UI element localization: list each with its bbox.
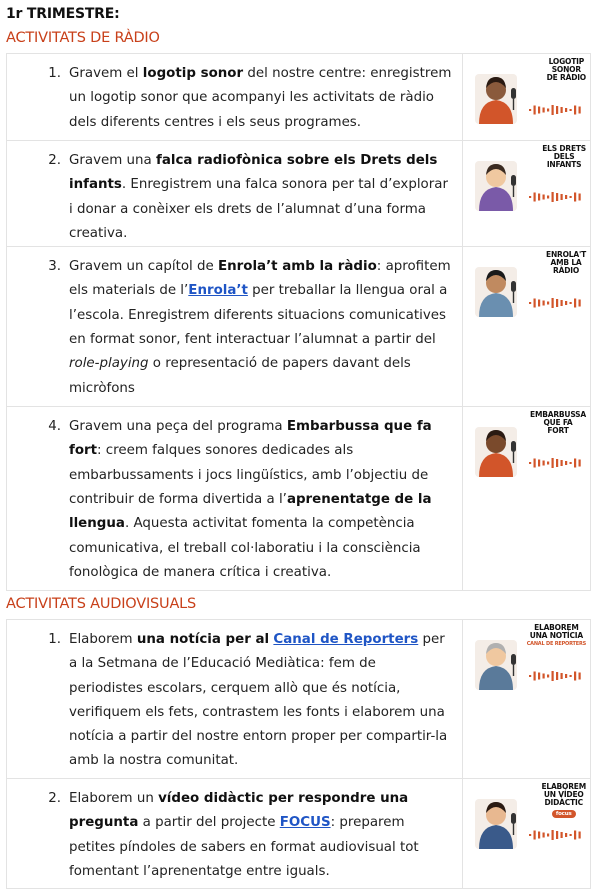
text-run: per treballar la llengua oral a l’escola. Enregistrem diferents situacions comunicatives en format sonor, fent interactuar l’alumnat a partir del	[69, 283, 448, 348]
sound-wave-bar	[538, 832, 540, 839]
emphasis-text: Embarbussa que fa fort	[69, 419, 432, 459]
activity-tag-line: AMB LA	[550, 258, 582, 268]
sound-wave-bar	[538, 107, 540, 114]
sound-wave-bar	[560, 460, 562, 466]
sound-wave-bar	[556, 193, 558, 201]
activity-tag-line: INFANTS	[546, 160, 582, 169]
text-run: Elaborem un	[69, 791, 159, 806]
microphone-icon	[511, 175, 516, 186]
text-run: o representació de papers davant dels micròfons	[69, 356, 411, 396]
microphone-icon	[511, 441, 516, 452]
text-run: a partir del projecte	[138, 815, 280, 831]
item-number: 3.	[48, 259, 61, 275]
inline-link[interactable]: Canal de Reporters	[273, 632, 419, 647]
sound-wave-bar	[569, 302, 571, 304]
sound-wave-bar	[560, 194, 562, 200]
text-run: Gravem una peça del programa	[69, 419, 287, 435]
item-text	[69, 415, 454, 585]
sound-wave-bar	[551, 105, 553, 115]
activity-tag-line: DIDÀCTIC	[544, 798, 583, 807]
sound-wave-bar	[578, 460, 580, 467]
sound-wave-bar	[578, 832, 580, 839]
sound-wave-bar	[529, 196, 531, 198]
sound-wave-bar	[565, 674, 567, 678]
activity-tag-line: FORT	[547, 426, 569, 436]
sound-wave-bar	[569, 462, 571, 464]
item-number: 2.	[48, 153, 61, 168]
table-row	[7, 247, 591, 407]
list-item	[15, 415, 454, 585]
sound-wave-bar	[569, 109, 571, 111]
activity-tag-line: DE RÀDIO	[546, 73, 586, 82]
emphasis-text: logotip sonor	[142, 66, 244, 81]
list-item	[15, 628, 454, 774]
sound-wave-bar	[569, 675, 571, 677]
activity-tag	[547, 58, 586, 82]
activity-tag-subtitle: CANAL DE REPORTERS	[526, 641, 586, 647]
sound-wave-bar	[547, 196, 549, 199]
activity-tag	[527, 624, 586, 648]
sound-wave-bar	[565, 195, 567, 199]
activity-illustration	[462, 779, 590, 889]
activity-illustration	[462, 407, 590, 591]
emphasis-text: vídeo didàctic per respondre una pregunta	[69, 791, 409, 831]
text-run: : creem falques sonores dedicades als embarbussaments i jocs lingüístics, amb l’objectiu de contribuir de forma divertida a l’	[69, 443, 429, 508]
activity-tag-line: ELABOREM	[534, 623, 579, 632]
activity-tag-line: LOGOTIP	[548, 57, 585, 66]
sound-wave-bar	[565, 108, 567, 112]
table-row	[7, 620, 591, 779]
sound-wave-bar	[529, 675, 531, 677]
sound-wave-bar	[565, 461, 567, 465]
list-item	[15, 255, 454, 401]
sound-wave-bar	[547, 675, 549, 678]
activity-tag	[546, 251, 586, 275]
microphone-icon	[511, 88, 516, 99]
sound-wave-bar	[547, 109, 549, 112]
sound-wave-bar	[542, 674, 544, 679]
activity-tag-line: ELS DRETS	[542, 144, 586, 153]
sound-wave-bar	[556, 299, 558, 307]
activity-tag-line: ELABOREM	[541, 782, 586, 791]
text-run: del nostre centre: enregistrem un logotip sonor que acompanyi les activitats de ràdio dels diferents centres i els seus programes.	[69, 66, 452, 130]
sound-wave-bar	[538, 194, 540, 201]
sound-wave-bar	[560, 107, 562, 113]
sound-wave-bar	[578, 300, 580, 307]
item-number: 1.	[48, 632, 61, 647]
activity-tag	[530, 411, 586, 435]
italic-text: role-playing	[69, 356, 149, 372]
sound-wave-bar	[538, 460, 540, 467]
text-run: Gravem el	[69, 66, 143, 81]
sound-wave-bar	[556, 459, 558, 467]
section-heading-radio: ACTIVITATS DE RÀDIO	[6, 30, 160, 46]
sound-wave-bar	[556, 831, 558, 839]
emphasis-text: aprenentatge de la llengua	[69, 492, 432, 532]
sound-wave-bar	[542, 833, 544, 838]
text-run: per a la Setmana de l’Educació Mediàtica: fem de periodistes escolars, cerquem allò que és notícia, verifiquem els fets, contrastem les fonts i elaborem una notícia a partir del nostre entorn proper per compartir-la amb la nostra comunitat.	[69, 632, 448, 769]
sound-wave-bar	[574, 299, 576, 308]
sound-wave-bar	[560, 832, 562, 838]
text-run: : aprofitem els materials de l’	[69, 259, 451, 299]
activity-tag	[541, 783, 586, 818]
table-row	[7, 141, 591, 247]
activity-tag-line: EMBARBUSSA	[530, 410, 586, 420]
list-item	[15, 149, 454, 246]
sound-wave-bar	[574, 193, 576, 202]
activity-tag-line: QUE FA	[543, 418, 573, 428]
sound-wave-bar	[569, 196, 571, 198]
sound-wave-bar	[529, 834, 531, 836]
item-text	[69, 255, 454, 401]
text-run: Gravem una	[69, 153, 156, 168]
sound-wave-bar	[533, 459, 535, 468]
activity-tag-line: ENROLA'T	[546, 250, 586, 260]
radio-activities-table	[6, 53, 591, 591]
activity-tag	[542, 145, 586, 169]
text-run: : preparem petites píndoles de sabers en format audiovisual tot fomentant l’aprenentatge entre iguals.	[69, 815, 419, 879]
sound-wave-bar	[574, 459, 576, 468]
activity-tag-line: UNA NOTÍCIA	[529, 631, 583, 640]
sound-wave-bar	[578, 194, 580, 201]
sound-wave-bar	[538, 673, 540, 680]
item-number: 2.	[48, 791, 61, 806]
sound-wave-bar	[551, 671, 553, 681]
sound-wave-bar	[529, 462, 531, 464]
sound-wave-bar	[551, 458, 553, 468]
emphasis-text: falca radiofònica sobre els Drets dels infants	[69, 153, 438, 193]
sound-wave-bar	[533, 193, 535, 202]
sound-wave-bar	[574, 106, 576, 115]
audiovisual-activities-table	[6, 619, 591, 889]
sound-wave-bar	[578, 107, 580, 114]
microphone-icon	[511, 813, 516, 824]
item-text	[69, 62, 454, 135]
sound-wave-bar	[556, 106, 558, 114]
sound-wave-bar	[533, 672, 535, 681]
list-item	[15, 62, 454, 135]
sound-wave-bar	[542, 301, 544, 306]
item-number: 4.	[48, 419, 61, 435]
emphasis-text: una notícia per al	[136, 632, 270, 647]
sound-wave-bar	[542, 108, 544, 113]
sound-wave-bar	[569, 834, 571, 836]
microphone-icon	[511, 654, 516, 665]
list-item	[15, 787, 454, 884]
inline-link[interactable]: FOCUS	[279, 815, 331, 831]
sound-wave-bar	[538, 300, 540, 307]
item-text	[69, 628, 454, 774]
sound-wave-bar	[542, 195, 544, 200]
activity-illustration	[462, 54, 590, 141]
sound-wave-bar	[547, 302, 549, 305]
sound-wave-bar	[551, 830, 553, 840]
sound-wave-bar	[565, 301, 567, 305]
sound-wave-bar	[529, 302, 531, 304]
emphasis-text: Enrola’t amb la ràdio	[217, 259, 377, 275]
sound-wave-bar	[560, 673, 562, 679]
microphone-icon	[511, 281, 516, 292]
sound-wave-bar	[529, 109, 531, 111]
sound-wave-bar	[574, 672, 576, 681]
activity-tag-line: RÀDIO	[553, 266, 580, 276]
table-row	[7, 54, 591, 141]
sound-wave-bar	[533, 106, 535, 115]
term-title: 1r TRIMESTRE:	[6, 6, 120, 22]
sound-wave-bar	[551, 298, 553, 308]
inline-link[interactable]: Enrola’t	[188, 283, 248, 299]
activity-illustration	[462, 247, 590, 407]
activity-illustration	[462, 620, 590, 779]
text-run: . Aquesta activitat fomenta la competència comunicativa, el treball col·laboratiu i la consciència fonològica de manera crítica i creativa.	[69, 516, 421, 580]
sound-wave-bar	[574, 831, 576, 840]
activity-illustration	[462, 141, 590, 247]
table-row	[7, 779, 591, 889]
sound-wave-bar	[533, 299, 535, 308]
text-run: Gravem un capítol de	[69, 259, 218, 275]
sound-wave-bar	[565, 833, 567, 837]
text-run: Elaborem	[69, 632, 137, 647]
activity-tag-line: DELS	[553, 152, 575, 161]
sound-wave-bar	[533, 831, 535, 840]
item-number: 1.	[48, 66, 61, 81]
activity-tag-line: SONOR	[551, 65, 581, 74]
table-row	[7, 407, 591, 591]
sound-wave-bar	[542, 461, 544, 466]
section-heading-audiovisual: ACTIVITATS AUDIOVISUALS	[6, 596, 197, 612]
sound-wave-bar	[560, 300, 562, 306]
sound-wave-bar	[551, 192, 553, 202]
item-text	[69, 149, 454, 246]
sound-wave-bar	[556, 672, 558, 680]
sound-wave-bar	[547, 462, 549, 465]
activity-tag-line: UN VÍDEO	[543, 790, 584, 799]
sound-wave-bar	[578, 673, 580, 680]
focus-logo: focus	[552, 810, 576, 818]
text-run: . Enregistrem una falca sonora per tal d’explorar i donar a conèixer els drets de l’alumnat d’una forma creativa.	[69, 177, 448, 241]
sound-wave-bar	[547, 834, 549, 837]
item-text	[69, 787, 454, 884]
